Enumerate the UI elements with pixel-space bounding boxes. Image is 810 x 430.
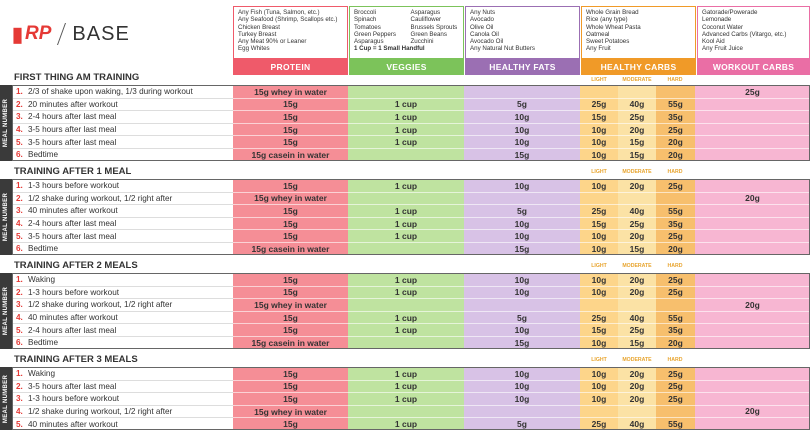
carbs-hard-cell: 25g xyxy=(656,392,695,405)
protein-cell: 15g xyxy=(233,417,348,430)
food-item: Asparagus xyxy=(410,9,441,16)
carbs-light-cell: 15g xyxy=(580,323,618,336)
workout-carbs-value: 20g xyxy=(745,299,760,310)
column-header-fats: HEALTHY FATS xyxy=(465,58,580,75)
meal-number: 2. xyxy=(16,381,23,391)
carb-level-hard: HARD xyxy=(667,357,683,363)
food-item: Gatorade/Powerade xyxy=(702,9,758,16)
meal-timing: 2-4 hours after last meal xyxy=(28,219,117,229)
protein-cell: 15g whey in water xyxy=(233,405,348,418)
workout-carbs-value: 25g xyxy=(745,86,760,97)
carb-level-hard: HARD xyxy=(667,169,683,175)
meal-number: 1. xyxy=(16,181,23,191)
fats-cell: 10g xyxy=(464,323,580,336)
meal-timing: 1-3 hours before workout xyxy=(28,287,120,297)
fats-cell: 15g xyxy=(464,242,580,255)
food-item: Tomatoes xyxy=(354,23,381,31)
meal-timing: 1-3 hours before workout xyxy=(28,394,120,404)
carbs-hard-cell: 25g xyxy=(656,367,695,380)
carbs-hard-cell: 20g xyxy=(656,148,695,161)
food-item: Zucchini xyxy=(410,38,434,46)
carbs-light-cell: 25g xyxy=(580,311,618,324)
food-item: Kool Aid xyxy=(702,38,725,46)
meal-timing: Waking xyxy=(28,369,55,379)
veggies-cell: 1 cup xyxy=(348,229,464,242)
meal-number: 4. xyxy=(16,219,23,229)
fats-cell: 10g xyxy=(464,367,580,380)
meal-number: 5. xyxy=(16,137,23,147)
fats-cell: 10g xyxy=(464,286,580,299)
meal-number: 3. xyxy=(16,112,23,122)
fats-cell: 10g xyxy=(464,135,580,148)
meal-timing: 40 minutes after workout xyxy=(28,206,118,216)
meal-number: 3. xyxy=(16,394,23,404)
protein-cell: 15g casein in water xyxy=(233,242,348,255)
meal-number: 6. xyxy=(16,338,23,348)
carb-level-moderate: MODERATE xyxy=(622,77,652,83)
carb-level-light: LIGHT xyxy=(591,357,607,363)
food-item: Advanced Carbs (Vitargo, etc.) xyxy=(702,30,787,38)
veggies-cell: 1 cup xyxy=(348,110,464,123)
fats-cell: 10g xyxy=(464,179,580,192)
carbs-moderate-cell: 20g xyxy=(618,123,656,136)
meal-number: 4. xyxy=(16,407,23,417)
column-header-workout: WORKOUT CARBS xyxy=(697,58,810,75)
column-header-protein: PROTEIN xyxy=(233,58,348,75)
meal-timing: 2-4 hours after last meal xyxy=(28,112,117,122)
carbs-hard-cell: 35g xyxy=(656,217,695,230)
carbs-moderate-cell: 40g xyxy=(618,417,656,430)
carb-level-moderate: MODERATE xyxy=(622,357,652,363)
carbs-moderate-cell: 40g xyxy=(618,311,656,324)
carb-level-hard: HARD xyxy=(667,263,683,269)
protein-cell: 15g xyxy=(233,392,348,405)
carb-level-light: LIGHT xyxy=(591,77,607,83)
veggies-cell: 1 cup xyxy=(348,98,464,111)
protein-cell: 15g xyxy=(233,135,348,148)
meal-timing: 2-4 hours after last meal xyxy=(28,325,117,335)
logo-divider xyxy=(57,23,66,45)
carb-level-hard: HARD xyxy=(667,77,683,83)
meal-number: 1. xyxy=(16,275,23,285)
veggies-cell: 1 cup xyxy=(348,286,464,299)
food-item: Any Meat 90% or Leaner xyxy=(238,38,307,46)
food-item: Canola Oil xyxy=(470,30,499,38)
logo-brand: RP xyxy=(25,23,52,44)
section-title: TRAINING AFTER 1 MEAL xyxy=(14,166,132,177)
brand-logo xyxy=(12,20,132,48)
fats-cell: 10g xyxy=(464,110,580,123)
food-item: Oatmeal xyxy=(586,30,610,38)
veggies-cell: 1 cup xyxy=(348,179,464,192)
carbs-hard-cell: 55g xyxy=(656,98,695,111)
carbs-light-cell: 10g xyxy=(580,123,618,136)
carb-level-light: LIGHT xyxy=(591,263,607,269)
carbs-moderate-cell: 20g xyxy=(618,179,656,192)
meal-timing: Bedtime xyxy=(28,244,59,254)
carbs-moderate-cell: 15g xyxy=(618,148,656,161)
carbs-hard-cell: 20g xyxy=(656,135,695,148)
fats-food-list xyxy=(465,6,580,58)
protein-cell: 15g xyxy=(233,179,348,192)
carbs-light-cell: 25g xyxy=(580,204,618,217)
fats-cell: 10g xyxy=(464,123,580,136)
protein-cell: 15g whey in water xyxy=(233,85,348,98)
veggies-cell: 1 cup xyxy=(348,123,464,136)
veggies-cell: 1 cup xyxy=(348,217,464,230)
fats-cell: 5g xyxy=(464,417,580,430)
carbs-light-cell: 10g xyxy=(580,273,618,286)
food-item: Green Beans xyxy=(410,30,447,38)
food-item: Any Seafood (Shrimp, Scallops etc.) xyxy=(238,16,338,24)
food-item: Any Fish (Tuna, Salmon, etc.) xyxy=(238,9,320,16)
fats-cell: 10g xyxy=(464,217,580,230)
veggies-cell: 1 cup xyxy=(348,204,464,217)
carbs-moderate-cell: 20g xyxy=(618,392,656,405)
workout-carbs-value: 20g xyxy=(745,193,760,204)
food-item: Egg Whites xyxy=(238,45,270,53)
carbs-moderate-cell: 15g xyxy=(618,135,656,148)
veggies-cell: 1 cup xyxy=(348,135,464,148)
section-title: TRAINING AFTER 3 MEALS xyxy=(14,354,138,365)
meal-number: 3. xyxy=(16,206,23,216)
meal-number-sidebar xyxy=(0,179,12,255)
protein-cell: 15g xyxy=(233,204,348,217)
meal-timing: 1-3 hours before workout xyxy=(28,181,120,191)
carbs-moderate-cell: 40g xyxy=(618,204,656,217)
protein-cell: 15g xyxy=(233,273,348,286)
food-item: Green Peppers xyxy=(354,30,396,38)
workout-food-list xyxy=(697,6,810,58)
protein-cell: 15g xyxy=(233,123,348,136)
meal-number: 5. xyxy=(16,325,23,335)
food-item: Olive Oil xyxy=(470,23,494,31)
food-item: Brussels Sprouts xyxy=(410,23,458,31)
food-item: Whole Grain Bread xyxy=(586,9,639,16)
carbs-hard-cell: 20g xyxy=(656,242,695,255)
meal-number-label: MEAL NUMBER xyxy=(3,192,9,241)
carbs-hard-cell: 35g xyxy=(656,110,695,123)
meal-timing: Bedtime xyxy=(28,338,59,348)
meal-number-sidebar xyxy=(0,85,12,161)
food-item: Asparagus xyxy=(354,38,384,46)
meal-timing: 40 minutes after workout xyxy=(28,313,118,323)
carbs-hard-cell: 25g xyxy=(656,123,695,136)
meal-number: 5. xyxy=(16,419,23,429)
carbs-light-cell: 15g xyxy=(580,217,618,230)
section-grid xyxy=(12,273,810,349)
food-item: Any Natural Nut Butters xyxy=(470,45,535,53)
food-item: Whole Wheat Pasta xyxy=(586,23,641,31)
carbs-light-cell: 25g xyxy=(580,98,618,111)
meal-timing: Bedtime xyxy=(28,150,59,160)
protein-cell: 15g xyxy=(233,311,348,324)
protein-cell: 15g xyxy=(233,323,348,336)
carbs-hard-cell: 25g xyxy=(656,229,695,242)
section-grid xyxy=(12,367,810,430)
protein-cell: 15g xyxy=(233,380,348,393)
carbs-hard-cell: 55g xyxy=(656,204,695,217)
carbs-moderate-cell: 40g xyxy=(618,98,656,111)
veggies-cell: 1 cup xyxy=(348,323,464,336)
protein-cell: 15g whey in water xyxy=(233,298,348,311)
meal-timing: 20 minutes after workout xyxy=(28,99,118,109)
carb-level-moderate: MODERATE xyxy=(622,263,652,269)
carbs-moderate-cell: 25g xyxy=(618,110,656,123)
veggies-food-list xyxy=(349,6,464,58)
carbs-hard-cell: 55g xyxy=(656,311,695,324)
carbs-hard-cell: 25g xyxy=(656,273,695,286)
carbs-hard-cell: 25g xyxy=(656,286,695,299)
food-item: Broccoli xyxy=(354,9,377,16)
column-header-carbs: HEALTHY CARBS xyxy=(581,58,696,75)
meal-number-label: MEAL NUMBER xyxy=(3,98,9,147)
meal-timing: 1/2 shake during workout, 1/2 right after xyxy=(28,193,173,203)
protein-cell: 15g xyxy=(233,98,348,111)
food-item: Spinach xyxy=(354,16,377,24)
rp-bars-icon: ▮ xyxy=(12,23,24,46)
meal-number: 3. xyxy=(16,300,23,310)
carbs-moderate-cell: 15g xyxy=(618,242,656,255)
meal-timing: 1/2 shake during workout, 1/2 right after xyxy=(28,407,173,417)
carbs-light-cell: 25g xyxy=(580,417,618,430)
carbs-light-cell: 10g xyxy=(580,148,618,161)
section-title: TRAINING AFTER 2 MEALS xyxy=(14,260,138,271)
fats-cell: 10g xyxy=(464,392,580,405)
fats-cell: 10g xyxy=(464,380,580,393)
veggies-cell: 1 cup xyxy=(348,367,464,380)
carb-level-moderate: MODERATE xyxy=(622,169,652,175)
protein-cell: 15g xyxy=(233,286,348,299)
veggies-cell: 1 cup xyxy=(348,273,464,286)
section-title: FIRST THING AM TRAINING xyxy=(14,72,140,83)
veggies-cell: 1 cup xyxy=(348,392,464,405)
protein-cell: 15g whey in water xyxy=(233,192,348,205)
fats-cell: 5g xyxy=(464,311,580,324)
carbs-moderate-cell: 20g xyxy=(618,286,656,299)
carbs-hard-cell: 20g xyxy=(656,336,695,349)
protein-cell: 15g casein in water xyxy=(233,336,348,349)
carbs-light-cell: 10g xyxy=(580,336,618,349)
food-item: Any Nuts xyxy=(470,9,496,16)
veggies-cup-note: 1 Cup = 1 Small Handful xyxy=(354,45,425,53)
carbs-moderate-cell: 20g xyxy=(618,229,656,242)
meal-number: 4. xyxy=(16,313,23,323)
meal-number-label: MEAL NUMBER xyxy=(3,286,9,335)
carbs-light-cell: 10g xyxy=(580,367,618,380)
section-grid xyxy=(12,179,810,255)
carbs-moderate-cell: 15g xyxy=(618,336,656,349)
meal-number: 2. xyxy=(16,193,23,203)
meal-number-sidebar xyxy=(0,367,12,430)
carbs-moderate-cell: 20g xyxy=(618,367,656,380)
carbs-hard-cell: 25g xyxy=(656,380,695,393)
carbs-light-cell: 10g xyxy=(580,242,618,255)
page-title: BASE xyxy=(72,22,130,45)
fats-cell: 15g xyxy=(464,336,580,349)
meal-number: 2. xyxy=(16,99,23,109)
carbs-light-cell: 10g xyxy=(580,392,618,405)
meal-number-label: MEAL NUMBER xyxy=(3,374,9,423)
section-grid xyxy=(12,85,810,161)
carb-level-light: LIGHT xyxy=(591,169,607,175)
food-item: Rice (any type) xyxy=(586,16,628,24)
food-item: Sweet Potatoes xyxy=(586,38,630,46)
meal-timing: 3-5 hours after last meal xyxy=(28,381,117,391)
meal-number: 6. xyxy=(16,244,23,254)
carbs-moderate-cell: 25g xyxy=(618,323,656,336)
column-header-veggies: VEGGIES xyxy=(349,58,464,75)
fats-cell: 15g xyxy=(464,148,580,161)
carbs-moderate-cell: 20g xyxy=(618,273,656,286)
protein-cell: 15g xyxy=(233,110,348,123)
fats-cell: 10g xyxy=(464,273,580,286)
meal-timing: 3-5 hours after last meal xyxy=(28,137,117,147)
food-item: Avocado xyxy=(470,16,494,24)
fats-cell: 10g xyxy=(464,229,580,242)
carbs-light-cell: 10g xyxy=(580,286,618,299)
protein-cell: 15g casein in water xyxy=(233,148,348,161)
meal-number-sidebar xyxy=(0,273,12,349)
meal-timing: 40 minutes after workout xyxy=(28,419,118,429)
carbs-hard-cell: 35g xyxy=(656,323,695,336)
carbs-food-list xyxy=(581,6,696,58)
meal-timing: 3-5 hours after last meal xyxy=(28,231,117,241)
meal-number: 4. xyxy=(16,125,23,135)
meal-timing: Waking xyxy=(28,275,55,285)
meal-number: 5. xyxy=(16,231,23,241)
food-item: Turkey Breast xyxy=(238,30,277,38)
carbs-hard-cell: 25g xyxy=(656,179,695,192)
meal-number: 1. xyxy=(16,369,23,379)
carbs-light-cell: 10g xyxy=(580,229,618,242)
fats-cell: 5g xyxy=(464,98,580,111)
food-item: Coconut Water xyxy=(702,23,744,31)
veggies-cell: 1 cup xyxy=(348,311,464,324)
food-item: Cauliflower xyxy=(410,16,442,24)
meal-number: 1. xyxy=(16,87,23,97)
food-item: Avocado Oil xyxy=(470,38,504,46)
meal-number: 2. xyxy=(16,287,23,297)
fats-cell: 5g xyxy=(464,204,580,217)
meal-timing: 1/2 shake during workout, 1/2 right after xyxy=(28,300,173,310)
carbs-light-cell: 10g xyxy=(580,380,618,393)
food-item: Any Fruit Juice xyxy=(702,45,743,53)
food-item: Chicken Breast xyxy=(238,23,280,31)
protein-cell: 15g xyxy=(233,367,348,380)
carbs-hard-cell: 55g xyxy=(656,417,695,430)
food-item: Any Fruit xyxy=(586,45,611,53)
protein-cell: 15g xyxy=(233,217,348,230)
workout-carbs-value: 20g xyxy=(745,406,760,417)
meal-timing: 2/3 of shake upon waking, 1/3 during workout xyxy=(28,87,193,97)
carbs-moderate-cell: 25g xyxy=(618,217,656,230)
carbs-light-cell: 10g xyxy=(580,179,618,192)
meal-number: 6. xyxy=(16,150,23,160)
protein-cell: 15g xyxy=(233,229,348,242)
veggies-cell: 1 cup xyxy=(348,417,464,430)
carbs-light-cell: 10g xyxy=(580,135,618,148)
carbs-light-cell: 15g xyxy=(580,110,618,123)
veggies-cell: 1 cup xyxy=(348,380,464,393)
meal-timing: 3-5 hours after last meal xyxy=(28,125,117,135)
protein-food-list xyxy=(233,6,348,58)
food-item: Lemonade xyxy=(702,16,732,24)
carbs-moderate-cell: 20g xyxy=(618,380,656,393)
